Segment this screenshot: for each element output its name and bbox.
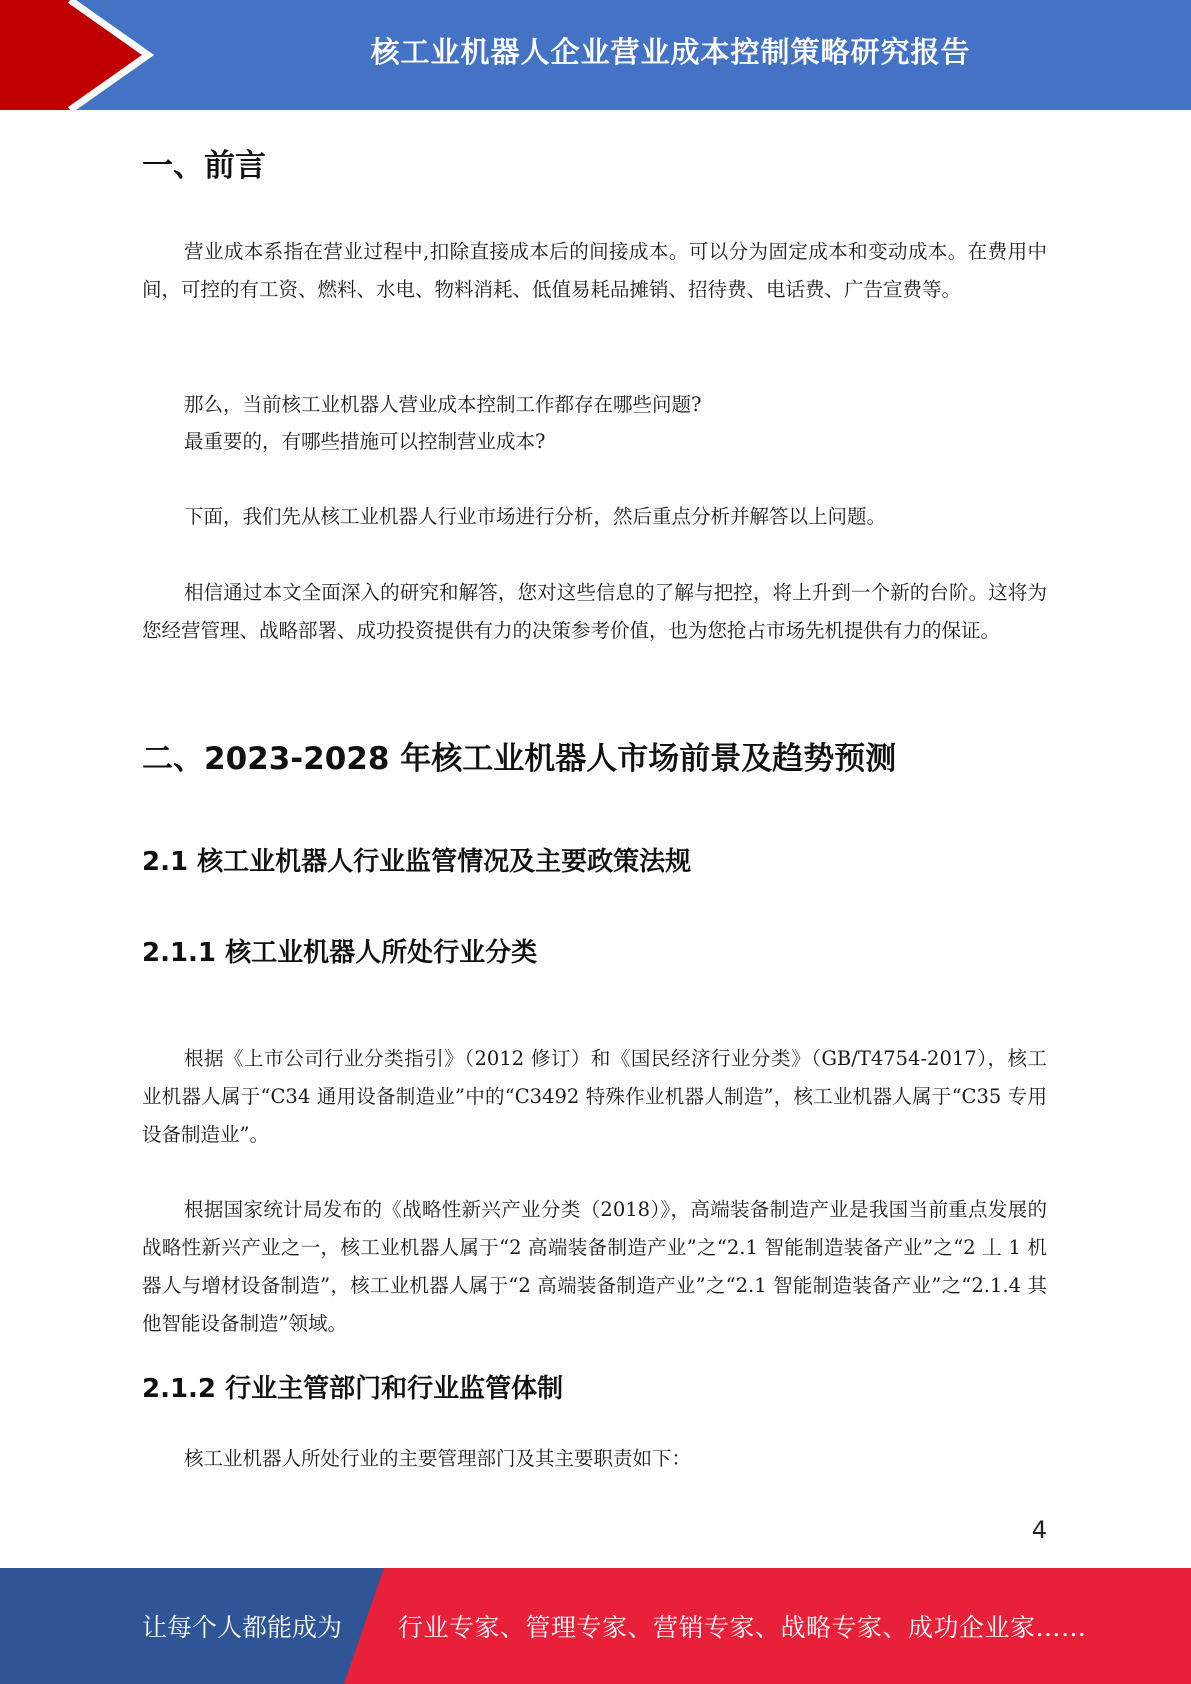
report-title: 核工业机器人企业营业成本控制策略研究报告 [370, 34, 971, 69]
section-heading-preface: 一、前言 [142, 148, 266, 184]
subsection-heading-industry-classification: 2.1.1 核工业机器人所处行业分类 [142, 938, 538, 968]
question-line-problems: 那么，当前核工业机器人营业成本控制工作都存在哪些问题? [184, 393, 702, 416]
header-chevron-decoration [0, 0, 160, 110]
footer-slogan-left: 让每个人都能成为 [142, 1613, 343, 1642]
footer-band [0, 1568, 1191, 1684]
paragraph-operating-cost-definition: 营业成本系指在营业过程中,扣除直接成本后的间接成本。可以分为固定成本和变动成本。在费用中间，可控的有工资、燃料、水电、物料消耗、低值易耗品摊销、招待费、电话费、广告宣费等。 [142, 240, 1047, 301]
question-line-measures: 最重要的，有哪些措施可以控制营业成本? [184, 430, 546, 453]
page-number: 4 [1031, 1516, 1047, 1544]
paragraph-strategic-industry: 根据国家统计局发布的《战略性新兴产业分类（2018）》，高端装备制造产业是我国当前重点发展的战略性新兴产业之一，核工业机器人属于“2 高端装备制造产业”之“2.1 智能制造装备产业”之“2 丄 1 机器人与增材设备制造”，核工业机器人属于“2 高端装备制造产业”之“2.1 智能制造装备产业”之“2.1.4 其他智能设备制造”领域。 [142, 1198, 1047, 1335]
paragraph-value-statement: 相信通过本文全面深入的研究和解答，您对这些信息的了解与把控，将上升到一个新的台阶。这将为您经营管理、战略部署、成功投资提供有力的决策参考价值，也为您抢占市场先机提供有力的保证。 [142, 581, 1047, 642]
header-band [0, 0, 1191, 110]
footer-slogan-right: 行业专家、管理专家、营销专家、战略专家、成功企业家…… [398, 1613, 1087, 1642]
section-heading-market-outlook: 二、2023-2028 年核工业机器人市场前景及趋势预测 [142, 741, 897, 777]
paragraph-analysis-intro: 下面，我们先从核工业机器人行业市场进行分析，然后重点分析并解答以上问题。 [184, 505, 887, 528]
paragraph-authority-intro: 核工业机器人所处行业的主要管理部门及其主要职责如下： [184, 1447, 692, 1470]
subsection-heading-regulatory-authority: 2.1.2 行业主管部门和行业监管体制 [142, 1374, 564, 1404]
subsection-heading-regulation: 2.1 核工业机器人行业监管情况及主要政策法规 [142, 847, 692, 877]
paragraph-industry-classification: 根据《上市公司行业分类指引》（2012 修订）和《国民经济行业分类》（GB/T4754-2017），核工业机器人属于“C34 通用设备制造业”中的“C3492 特殊作业机器人制造”，核工业机器人属于“C35 专用设备制造业”。 [142, 1047, 1047, 1146]
